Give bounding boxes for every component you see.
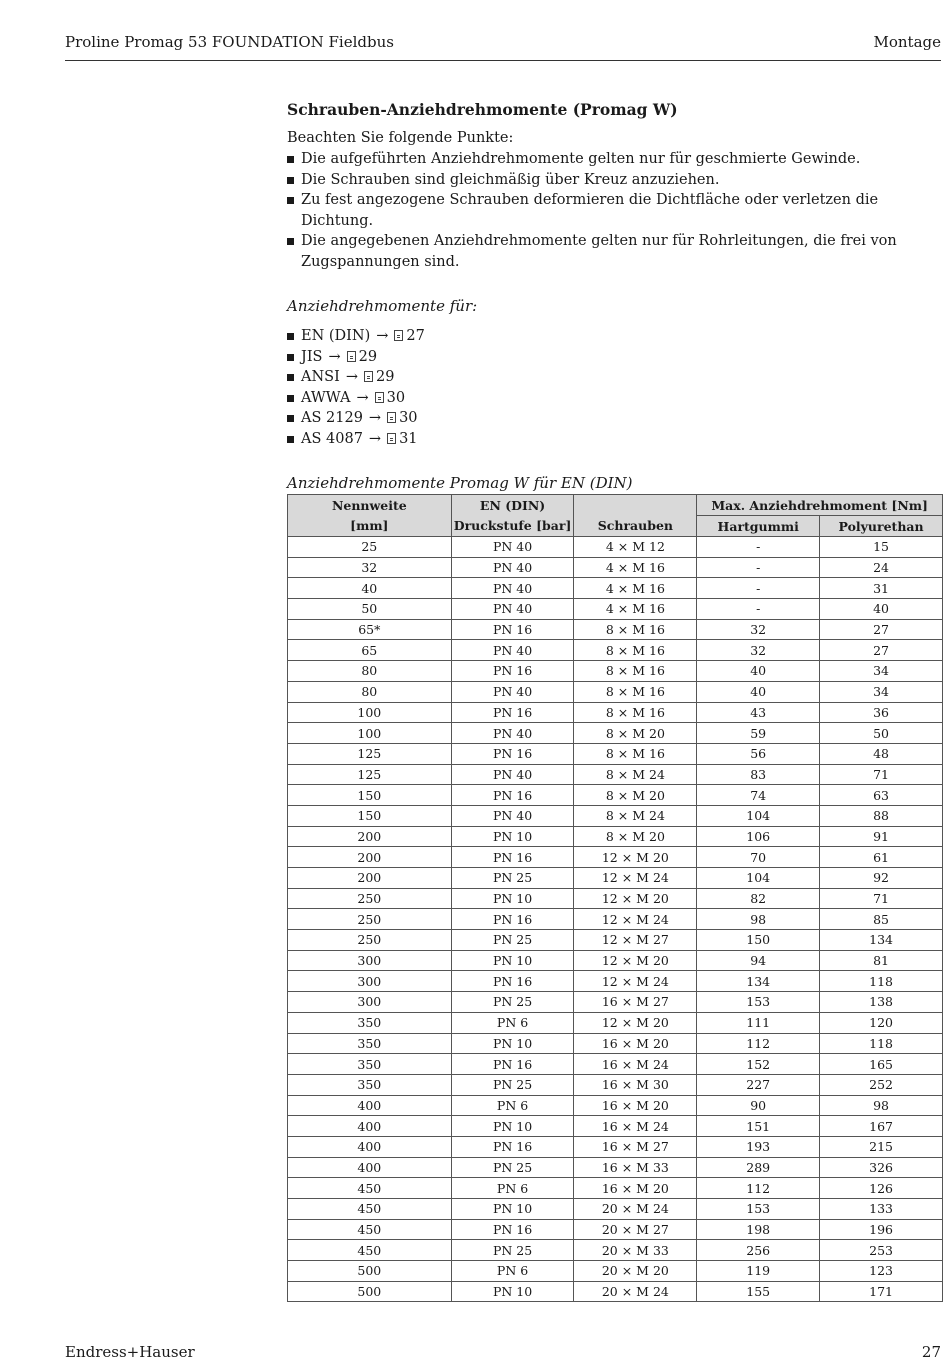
cell-pressure: PN 16 — [451, 847, 574, 868]
cell-nominal: 100 — [288, 723, 452, 744]
cell-bolts: 16 × M 33 — [574, 1157, 697, 1178]
header-hard-rubber: Hartgummi — [697, 516, 820, 537]
cell-nominal: 400 — [288, 1136, 452, 1157]
cell-hard-rubber: 112 — [697, 1178, 820, 1199]
page-reference-icon — [364, 371, 373, 382]
cell-hard-rubber: 104 — [697, 805, 820, 826]
cell-nominal: 300 — [288, 950, 452, 971]
table-row — [288, 1199, 943, 1220]
cell-hard-rubber: 94 — [697, 950, 820, 971]
reference-label: JIS — [301, 348, 323, 365]
cell-pressure: PN 16 — [451, 1054, 574, 1075]
cell-hard-rubber: 193 — [697, 1136, 820, 1157]
references-list — [287, 326, 943, 449]
cell-polyurethane: 15 — [820, 537, 943, 558]
table-row — [288, 868, 943, 889]
cell-nominal: 450 — [288, 1240, 452, 1261]
header-blank — [574, 495, 697, 516]
cell-polyurethane: 196 — [820, 1219, 943, 1240]
reference-page: 30 — [386, 389, 406, 406]
cell-bolts: 4 × M 16 — [574, 557, 697, 578]
cell-hard-rubber: 256 — [697, 1240, 820, 1261]
cell-polyurethane: 34 — [820, 661, 943, 682]
table-row — [288, 723, 943, 744]
bullet-square-icon — [287, 156, 294, 163]
cell-hard-rubber: 74 — [697, 785, 820, 806]
cell-hard-rubber: 104 — [697, 868, 820, 889]
cell-pressure: PN 10 — [451, 1116, 574, 1137]
cell-bolts: 12 × M 20 — [574, 950, 697, 971]
cell-polyurethane: 123 — [820, 1261, 943, 1282]
cell-hard-rubber: 98 — [697, 909, 820, 930]
cell-polyurethane: 252 — [820, 1074, 943, 1095]
cell-polyurethane: 81 — [820, 950, 943, 971]
cell-bolts: 8 × M 24 — [574, 805, 697, 826]
cell-hard-rubber: 153 — [697, 992, 820, 1013]
table-row — [288, 599, 943, 620]
cell-bolts: 4 × M 16 — [574, 578, 697, 599]
cell-pressure: PN 25 — [451, 1157, 574, 1178]
cell-pressure: PN 16 — [451, 785, 574, 806]
table-row — [288, 992, 943, 1013]
arrow-right-icon: → — [368, 430, 382, 447]
cell-polyurethane: 36 — [820, 702, 943, 723]
table-row — [288, 681, 943, 702]
cell-pressure: PN 25 — [451, 1074, 574, 1095]
reference-item[interactable] — [287, 367, 943, 388]
cell-pressure: PN 25 — [451, 868, 574, 889]
table-row — [288, 1054, 943, 1075]
table-row — [288, 805, 943, 826]
cell-nominal: 150 — [288, 785, 452, 806]
cell-pressure: PN 40 — [451, 723, 574, 744]
cell-pressure: PN 6 — [451, 1012, 574, 1033]
cell-nominal: 50 — [288, 599, 452, 620]
reference-page: 29 — [375, 369, 395, 385]
cell-hard-rubber: - — [697, 557, 820, 578]
header-nominal: Nennweite — [288, 495, 452, 516]
cell-hard-rubber: 151 — [697, 1116, 820, 1137]
note-text: Die angegebenen Anziehdrehmomente gelten nur für Rohrleitungen, die frei von Zugspannungen sind. — [301, 233, 897, 270]
cell-pressure: PN 16 — [451, 743, 574, 764]
cell-hard-rubber: 90 — [697, 1095, 820, 1116]
cell-bolts: 8 × M 20 — [574, 785, 697, 806]
cell-nominal: 200 — [288, 826, 452, 847]
header-polyurethane: Polyurethan — [820, 516, 943, 537]
table-row — [288, 743, 943, 764]
cell-bolts: 8 × M 20 — [574, 826, 697, 847]
header-pressure: Druckstufe [bar] — [451, 516, 574, 537]
cell-polyurethane: 27 — [820, 640, 943, 661]
header-bolts: Schrauben — [574, 516, 697, 537]
table-row — [288, 1157, 943, 1178]
cell-hard-rubber: - — [697, 599, 820, 620]
cell-nominal: 350 — [288, 1054, 452, 1075]
cell-nominal: 65* — [288, 619, 452, 640]
header-nominal-unit: [mm] — [288, 516, 452, 537]
note-text: Die aufgeführten Anziehdrehmomente gelten nur für geschmierte Gewinde. — [301, 151, 861, 167]
torque-table — [287, 494, 943, 1302]
cell-nominal: 400 — [288, 1095, 452, 1116]
cell-polyurethane: 91 — [820, 826, 943, 847]
cell-polyurethane: 138 — [820, 992, 943, 1013]
bullet-square-icon — [287, 333, 294, 340]
cell-hard-rubber: 119 — [697, 1261, 820, 1282]
intro-text: Beachten Sie folgende Punkte: — [287, 130, 514, 146]
cell-hard-rubber: 289 — [697, 1157, 820, 1178]
cell-nominal: 40 — [288, 578, 452, 599]
cell-bolts: 12 × M 27 — [574, 930, 697, 951]
cell-nominal: 500 — [288, 1261, 452, 1282]
bullet-square-icon — [287, 354, 294, 361]
bullet-square-icon — [287, 197, 294, 204]
cell-bolts: 16 × M 20 — [574, 1033, 697, 1054]
cell-bolts: 20 × M 27 — [574, 1219, 697, 1240]
cell-pressure: PN 40 — [451, 599, 574, 620]
cell-pressure: PN 40 — [451, 805, 574, 826]
table-caption: Anziehdrehmomente Promag W für EN (DIN) — [287, 474, 633, 492]
cell-polyurethane: 215 — [820, 1136, 943, 1157]
table-row — [288, 785, 943, 806]
note-item — [287, 231, 943, 272]
cell-bolts: 4 × M 12 — [574, 537, 697, 558]
table-row — [288, 847, 943, 868]
table-row — [288, 971, 943, 992]
cell-polyurethane: 71 — [820, 764, 943, 785]
cell-nominal: 125 — [288, 764, 452, 785]
bullet-square-icon — [287, 436, 294, 443]
table-row — [288, 909, 943, 930]
cell-pressure: PN 10 — [451, 1281, 574, 1302]
cell-polyurethane: 133 — [820, 1199, 943, 1220]
reference-label: AS 2129 — [301, 410, 363, 426]
cell-nominal: 450 — [288, 1178, 452, 1199]
reference-item[interactable] — [287, 326, 943, 347]
cell-pressure: PN 6 — [451, 1261, 574, 1282]
cell-bolts: 8 × M 16 — [574, 661, 697, 682]
cell-nominal: 350 — [288, 1074, 452, 1095]
page-reference-icon — [387, 433, 396, 444]
cell-nominal: 250 — [288, 930, 452, 951]
table-row — [288, 930, 943, 951]
cell-nominal: 400 — [288, 1157, 452, 1178]
cell-polyurethane: 71 — [820, 888, 943, 909]
cell-polyurethane: 118 — [820, 971, 943, 992]
cell-pressure: PN 40 — [451, 557, 574, 578]
header-en-din: EN (DIN) — [451, 495, 574, 516]
cell-pressure: PN 10 — [451, 888, 574, 909]
cell-hard-rubber: 70 — [697, 847, 820, 868]
cell-polyurethane: 61 — [820, 847, 943, 868]
cell-bolts: 20 × M 20 — [574, 1261, 697, 1282]
references-heading: Anziehdrehmomente für: — [287, 297, 478, 315]
table-row — [288, 1219, 943, 1240]
document-title: Proline Promag 53 FOUNDATION Fieldbus — [65, 33, 394, 51]
cell-hard-rubber: 59 — [697, 723, 820, 744]
cell-polyurethane: 134 — [820, 930, 943, 951]
cell-nominal: 32 — [288, 557, 452, 578]
table-row — [288, 888, 943, 909]
reference-page: 27 — [406, 328, 425, 344]
reference-label: EN (DIN) — [301, 328, 371, 344]
note-text: Die Schrauben sind gleichmäßig über Kreuz anzuziehen. — [301, 171, 720, 188]
cell-polyurethane: 165 — [820, 1054, 943, 1075]
reference-label: ANSI — [301, 369, 340, 385]
header-divider — [65, 60, 941, 61]
table-row — [288, 1281, 943, 1302]
cell-polyurethane: 98 — [820, 1095, 943, 1116]
cell-hard-rubber: 32 — [697, 640, 820, 661]
cell-bolts: 16 × M 27 — [574, 992, 697, 1013]
reference-label: AS 4087 — [301, 430, 363, 447]
cell-pressure: PN 40 — [451, 578, 574, 599]
cell-nominal: 200 — [288, 847, 452, 868]
table-row — [288, 1012, 943, 1033]
bullet-square-icon — [287, 238, 294, 245]
cell-pressure: PN 40 — [451, 764, 574, 785]
page-reference-icon — [394, 330, 403, 341]
table-row — [288, 1033, 943, 1054]
bullet-square-icon — [287, 415, 294, 422]
cell-hard-rubber: 134 — [697, 971, 820, 992]
cell-nominal: 150 — [288, 805, 452, 826]
cell-nominal: 450 — [288, 1199, 452, 1220]
cell-pressure: PN 16 — [451, 971, 574, 992]
table-row — [288, 1178, 943, 1199]
cell-pressure: PN 16 — [451, 909, 574, 930]
cell-polyurethane: 326 — [820, 1157, 943, 1178]
reference-page: 29 — [358, 348, 378, 365]
cell-polyurethane: 27 — [820, 619, 943, 640]
note-text: Zu fest angezogene Schrauben deformieren die Dichtfläche oder verletzen die Dichtung. — [301, 192, 879, 229]
cell-bolts: 20 × M 24 — [574, 1281, 697, 1302]
cell-bolts: 12 × M 20 — [574, 847, 697, 868]
cell-pressure: PN 40 — [451, 640, 574, 661]
cell-bolts: 4 × M 16 — [574, 599, 697, 620]
reference-item[interactable] — [287, 347, 943, 368]
cell-polyurethane: 126 — [820, 1178, 943, 1199]
cell-bolts: 12 × M 24 — [574, 971, 697, 992]
header-max-torque: Max. Anziehdrehmoment [Nm] — [697, 495, 943, 516]
cell-pressure: PN 10 — [451, 1033, 574, 1054]
cell-nominal: 250 — [288, 909, 452, 930]
cell-pressure: PN 10 — [451, 1199, 574, 1220]
cell-bolts: 12 × M 24 — [574, 868, 697, 889]
cell-hard-rubber: 150 — [697, 930, 820, 951]
cell-polyurethane: 167 — [820, 1116, 943, 1137]
cell-hard-rubber: 155 — [697, 1281, 820, 1302]
cell-pressure: PN 25 — [451, 992, 574, 1013]
reference-label: AWWA — [301, 389, 351, 406]
arrow-right-icon: → — [356, 389, 369, 406]
cell-nominal: 100 — [288, 702, 452, 723]
cell-pressure: PN 16 — [451, 1136, 574, 1157]
cell-bolts: 12 × M 20 — [574, 1012, 697, 1033]
arrow-right-icon: → — [345, 369, 358, 385]
cell-polyurethane: 31 — [820, 578, 943, 599]
table-row — [288, 661, 943, 682]
cell-bolts: 8 × M 16 — [574, 681, 697, 702]
cell-polyurethane: 50 — [820, 723, 943, 744]
table-row — [288, 1116, 943, 1137]
cell-nominal: 450 — [288, 1219, 452, 1240]
table-row — [288, 1261, 943, 1282]
cell-polyurethane: 120 — [820, 1012, 943, 1033]
cell-bolts: 16 × M 24 — [574, 1116, 697, 1137]
cell-pressure: PN 40 — [451, 681, 574, 702]
company-name: Endress+Hauser — [65, 1343, 195, 1361]
table-row — [288, 619, 943, 640]
arrow-right-icon: → — [368, 410, 382, 426]
cell-hard-rubber: 82 — [697, 888, 820, 909]
cell-hard-rubber: 198 — [697, 1219, 820, 1240]
reference-page: 30 — [399, 410, 418, 426]
note-item — [287, 190, 943, 231]
cell-bolts: 8 × M 16 — [574, 619, 697, 640]
table-row — [288, 1136, 943, 1157]
cell-nominal: 500 — [288, 1281, 452, 1302]
cell-nominal: 350 — [288, 1012, 452, 1033]
cell-polyurethane: 171 — [820, 1281, 943, 1302]
cell-bolts: 16 × M 20 — [574, 1095, 697, 1116]
arrow-right-icon: → — [328, 348, 341, 365]
table-row — [288, 950, 943, 971]
bullet-square-icon — [287, 177, 294, 184]
section-name: Montage — [873, 33, 941, 51]
cell-nominal: 80 — [288, 681, 452, 702]
cell-bolts: 8 × M 24 — [574, 764, 697, 785]
cell-hard-rubber: 83 — [697, 764, 820, 785]
cell-pressure: PN 16 — [451, 661, 574, 682]
main-content — [287, 98, 943, 493]
cell-nominal: 125 — [288, 743, 452, 764]
table-row — [288, 702, 943, 723]
cell-pressure: PN 16 — [451, 619, 574, 640]
notes-list — [287, 149, 943, 272]
cell-bolts: 8 × M 16 — [574, 702, 697, 723]
page-reference-icon — [387, 412, 396, 423]
cell-polyurethane: 88 — [820, 805, 943, 826]
cell-hard-rubber: 227 — [697, 1074, 820, 1095]
cell-hard-rubber: - — [697, 578, 820, 599]
cell-hard-rubber: 40 — [697, 681, 820, 702]
reference-page: 31 — [399, 430, 418, 447]
cell-polyurethane: 48 — [820, 743, 943, 764]
cell-hard-rubber: 152 — [697, 1054, 820, 1075]
cell-hard-rubber: 32 — [697, 619, 820, 640]
cell-hard-rubber: 106 — [697, 826, 820, 847]
cell-hard-rubber: 56 — [697, 743, 820, 764]
cell-pressure: PN 10 — [451, 950, 574, 971]
cell-nominal: 25 — [288, 537, 452, 558]
cell-pressure: PN 6 — [451, 1095, 574, 1116]
cell-bolts: 16 × M 24 — [574, 1054, 697, 1075]
cell-polyurethane: 24 — [820, 557, 943, 578]
cell-polyurethane: 63 — [820, 785, 943, 806]
cell-polyurethane: 253 — [820, 1240, 943, 1261]
reference-item[interactable] — [287, 388, 943, 409]
table-row — [288, 826, 943, 847]
cell-bolts: 8 × M 16 — [574, 743, 697, 764]
cell-bolts: 12 × M 24 — [574, 909, 697, 930]
page-header — [65, 33, 941, 53]
cell-bolts: 16 × M 30 — [574, 1074, 697, 1095]
cell-hard-rubber: 112 — [697, 1033, 820, 1054]
cell-polyurethane: 92 — [820, 868, 943, 889]
table-row — [288, 764, 943, 785]
cell-pressure: PN 25 — [451, 1240, 574, 1261]
cell-nominal: 300 — [288, 992, 452, 1013]
cell-polyurethane: 34 — [820, 681, 943, 702]
table-row — [288, 1074, 943, 1095]
cell-nominal: 80 — [288, 661, 452, 682]
table-row — [288, 557, 943, 578]
page-number: 27 — [921, 1343, 941, 1361]
cell-pressure: PN 40 — [451, 537, 574, 558]
table-row — [288, 578, 943, 599]
cell-hard-rubber: 153 — [697, 1199, 820, 1220]
arrow-right-icon: → — [376, 328, 389, 344]
cell-hard-rubber: 43 — [697, 702, 820, 723]
cell-polyurethane: 118 — [820, 1033, 943, 1054]
cell-nominal: 200 — [288, 868, 452, 889]
cell-pressure: PN 25 — [451, 930, 574, 951]
note-item — [287, 170, 943, 191]
cell-bolts: 16 × M 20 — [574, 1178, 697, 1199]
cell-bolts: 20 × M 33 — [574, 1240, 697, 1261]
cell-bolts: 8 × M 20 — [574, 723, 697, 744]
cell-bolts: 20 × M 24 — [574, 1199, 697, 1220]
cell-pressure: PN 16 — [451, 1219, 574, 1240]
cell-hard-rubber: - — [697, 537, 820, 558]
cell-nominal: 350 — [288, 1033, 452, 1054]
cell-pressure: PN 10 — [451, 826, 574, 847]
cell-bolts: 8 × M 16 — [574, 640, 697, 661]
cell-nominal: 400 — [288, 1116, 452, 1137]
page-reference-icon — [347, 351, 356, 362]
cell-polyurethane: 40 — [820, 599, 943, 620]
table-row — [288, 537, 943, 558]
table-row — [288, 640, 943, 661]
reference-item[interactable] — [287, 429, 943, 450]
cell-nominal: 250 — [288, 888, 452, 909]
cell-nominal: 65 — [288, 640, 452, 661]
cell-bolts: 16 × M 27 — [574, 1136, 697, 1157]
cell-hard-rubber: 111 — [697, 1012, 820, 1033]
reference-item[interactable] — [287, 408, 943, 429]
note-item — [287, 149, 943, 170]
bullet-square-icon — [287, 395, 294, 402]
cell-pressure: PN 6 — [451, 1178, 574, 1199]
cell-bolts: 12 × M 20 — [574, 888, 697, 909]
bullet-square-icon — [287, 374, 294, 381]
cell-nominal: 300 — [288, 971, 452, 992]
table-row — [288, 1095, 943, 1116]
cell-pressure: PN 16 — [451, 702, 574, 723]
cell-polyurethane: 85 — [820, 909, 943, 930]
section-heading: Schrauben-Anziehdrehmomente (Promag W) — [287, 100, 678, 119]
page-reference-icon — [375, 392, 384, 403]
table-row — [288, 1240, 943, 1261]
cell-hard-rubber: 40 — [697, 661, 820, 682]
